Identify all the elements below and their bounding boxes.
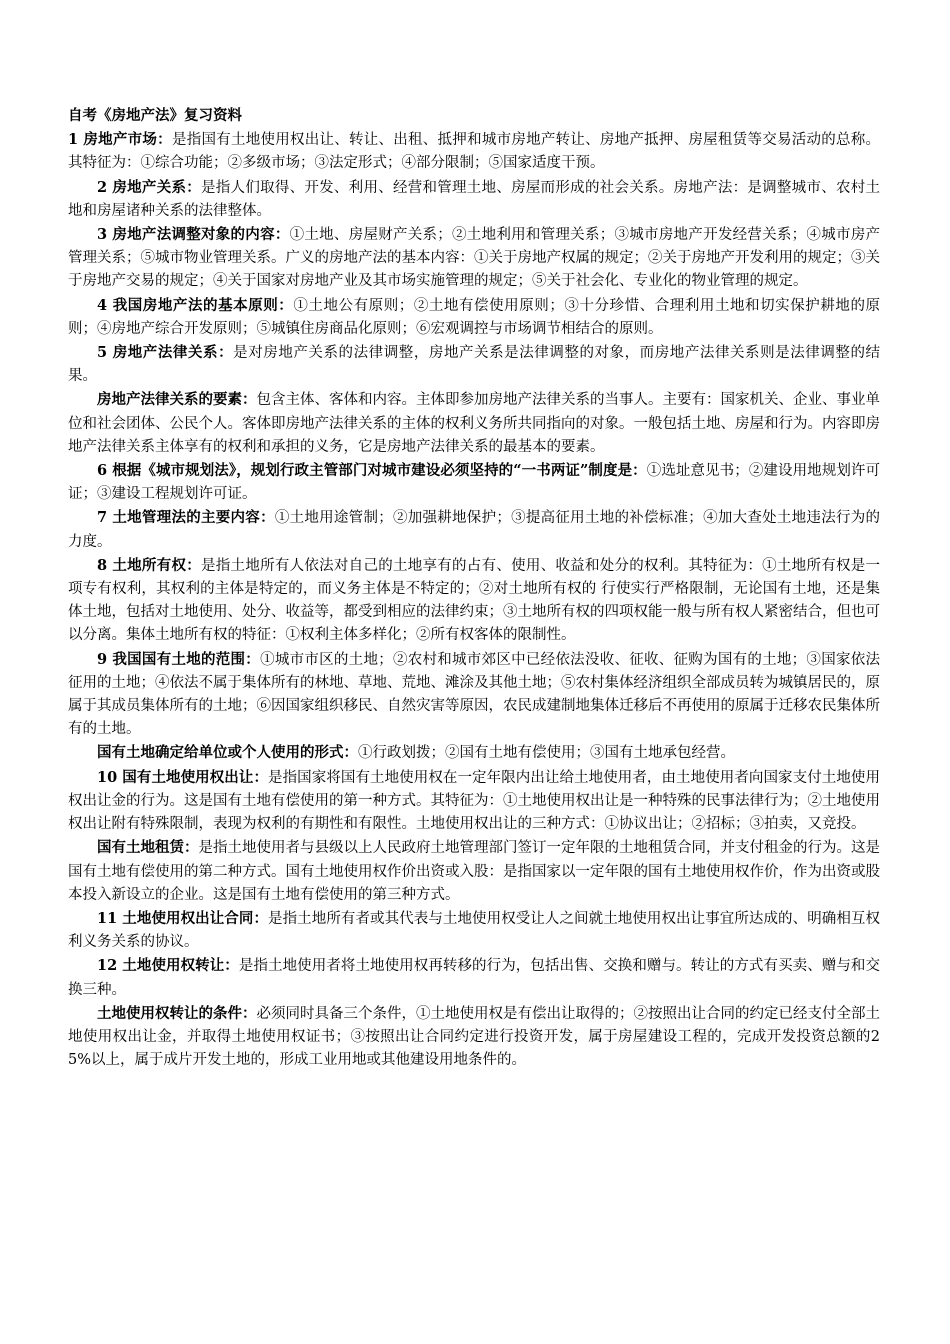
paragraph-heading: 土地使用权转让的条件：: [97, 1004, 257, 1022]
paragraph-heading: 房地产法律关系的要素：: [97, 391, 257, 409]
paragraph-heading: 6 根据《城市规划法》，规划行政主管部门对城市建设必须坚持的“一书两证”制度是：: [97, 462, 647, 480]
paragraph-heading: 10 国有土地使用权出让：: [97, 768, 269, 786]
paragraph-body: 是对房地产关系的法律调整，房地产关系是法律调整的对象，而房地产法律关系则是法律调整的结果。: [68, 345, 881, 385]
paragraph-2: [68, 176, 880, 223]
paragraph-body: ①土地用途管制；②加强耕地保护；③提高征用土地的补偿标准；④加大查处土地违法行为的力度。: [68, 510, 881, 550]
paragraph-heading: 8 土地所有权：: [97, 556, 202, 574]
paragraph-body: 是指人们取得、开发、利用、经营和管理土地、房屋而形成的社会关系。房地产法：是调整城市、农村土地和房屋诸种关系的法律整体。: [68, 179, 881, 219]
paragraph-heading: 5 房地产法律关系：: [97, 344, 234, 362]
paragraph-body: 必须同时具备三个条件，①土地使用权是有偿出让取得的；②按照出让合同的约定已经支付全部土地使用权出让金，并取得土地使用权证书；③按照出让合同约定进行投资开发，属于房屋建设工程的，完成开发投资总额的25%以上，属于成片开发土地的，形成工业用地或其他建设用地条件的。: [68, 1005, 880, 1069]
paragraph-13: [68, 836, 880, 907]
paragraph-5: [68, 341, 880, 388]
document-title-line: [68, 104, 880, 128]
paragraph-6: [68, 388, 880, 459]
document-page: [68, 104, 880, 1072]
paragraph-body: 是指土地使用者与县级以上人民政府土地管理部门签订一定年限的土地租赁合同，并支付租金的行为。这是国有土地有偿使用的第二种方式。国有土地使用权作价出资或入股：是指国家以一定年限的国有土地使用权作价，作为出资或股本投入新设立的企业。这是国有土地有偿使用的第三种方式。: [68, 840, 880, 903]
paragraph-16: [68, 1002, 880, 1073]
paragraph-heading: 1 房地产市场：: [68, 131, 172, 149]
paragraph-heading: 4 我国房地产法的基本原则：: [97, 296, 294, 314]
paragraph-4: [68, 294, 880, 341]
paragraph-1: [68, 128, 880, 175]
paragraph-12: [68, 766, 880, 837]
document-title: 自考《房地产法》复习资料: [68, 107, 242, 124]
paragraph-11: [68, 741, 880, 765]
paragraph-body: 是指土地所有者或其代表与土地使用权受让人之间就土地使用权出让事宜所达成的、明确相互权利义务关系的协议。: [68, 910, 880, 951]
paragraph-heading: 9 我国国有土地的范围：: [97, 650, 261, 668]
paragraph-heading: 国有土地确定给单位或个人使用的形式：: [97, 744, 358, 762]
paragraph-9: [68, 554, 880, 648]
paragraph-heading: 国有土地租赁：: [97, 839, 199, 857]
paragraph-body: ①选址意见书；②建设用地规划许可证；③建设工程规划许可证。: [68, 463, 880, 503]
paragraph-body: 是指土地使用者将土地使用权再转移的行为，包括出售、交换和赠与。转让的方式有买卖、赠与和交换三种。: [68, 958, 881, 998]
paragraph-8: [68, 506, 880, 553]
paragraph-body: ①土地公有原则；②土地有偿使用原则；③十分珍惜、合理利用土地和切实保护耕地的原则；④房地产综合开发原则；⑤城镇住房商品化原则；⑥宏观调控与市场调节相结合的原则。: [68, 297, 881, 337]
paragraph-body: 是指土地所有人依法对自己的土地享有的占有、使用、收益和处分的权利。其特征为：①土地所有权是一项专有权利，其权利的主体是特定的，而义务主体是不特定的；②对土地所有权的 行使实行严格限制，无论国有土地，还是集体土地，包括对土地使用、处分、收益等，都受到相应的法律约束；③土地所有权的四项权能一般与所有权人紧密结合，但也可以分离。集体土地所有权的特征：①权利主体多样化；②所有权客体的限制性。: [68, 557, 881, 644]
paragraph-heading: 7 土地管理法的主要内容：: [97, 509, 275, 527]
paragraph-3: [68, 223, 880, 294]
paragraph-14: [68, 907, 880, 954]
paragraph-body: 是指国有土地使用权出让、转让、出租、抵押和城市房地产转让、房地产抵押、房屋租赁等交易活动的总称。其特征为：①综合功能；②多级市场；③法定形式；④部分限制；⑤国家适度干预。: [68, 132, 880, 172]
paragraph-body: ①土地、房屋财产关系；②土地利用和管理关系；③城市房地产开发经营关系；④城市房产管理关系；⑤城市物业管理关系。广义的房地产法的基本内容：①关于房地产权属的规定；②关于房地产开发利用的规定；③关于房地产交易的规定；④关于国家对房地产业及其市场实施管理的规定；⑤关于社会化、专业化的物业管理的规定。: [68, 227, 881, 290]
paragraph-body: ①城市市区的土地；②农村和城市郊区中已经依法没收、征收、征购为国有的土地；③国家依法征用的土地；④依法不属于集体所有的林地、草地、荒地、滩涂及其他土地；⑤农村集体经济组织全部成员转为城镇居民的，原属于其成员集体所有的土地；⑥因国家组织移民、自然灾害等原因，农民成建制地集体迁移后不再使用的原属于迁移农民集体所有的土地。: [68, 651, 881, 738]
paragraph-body: 包含主体、客体和内容。主体即参加房地产法律关系的当事人。主要有：国家机关、企业、事业单位和社会团体、公民个人。客体即房地产法律关系的主体的权利义务所共同指向的对象。一般包括土地、房屋和行为。内容即房地产法律关系主体享有的权利和承担的义务，它是房地产法律关系的最基本的要素。: [68, 392, 880, 455]
paragraph-body: ①行政划拨；②国有土地有偿使用；③国有土地承包经营。: [358, 745, 735, 762]
paragraph-body: 是指国家将国有土地使用权在一定年限内出让给土地使用者，由土地使用者向国家支付土地使用权出让金的行为。这是国有土地有偿使用的第一种方式。其特征为：①土地使用权出让是一种特殊的民事法律行为；②土地使用权出让附有特殊限制，表现为权利的有期性和有限性。土地使用权出让的三种方式：①协议出让；②招标；③拍卖，又竞投。: [68, 769, 880, 833]
paragraph-15: [68, 954, 880, 1001]
paragraph-heading: 12 土地使用权转让：: [97, 957, 239, 975]
paragraph-heading: 2 房地产关系：: [97, 178, 202, 196]
paragraph-7: [68, 459, 880, 506]
paragraph-heading: 11 土地使用权出让合同：: [97, 909, 269, 927]
paragraph-heading: 3 房地产法调整对象的内容：: [97, 226, 290, 244]
paragraph-10: [68, 648, 880, 742]
